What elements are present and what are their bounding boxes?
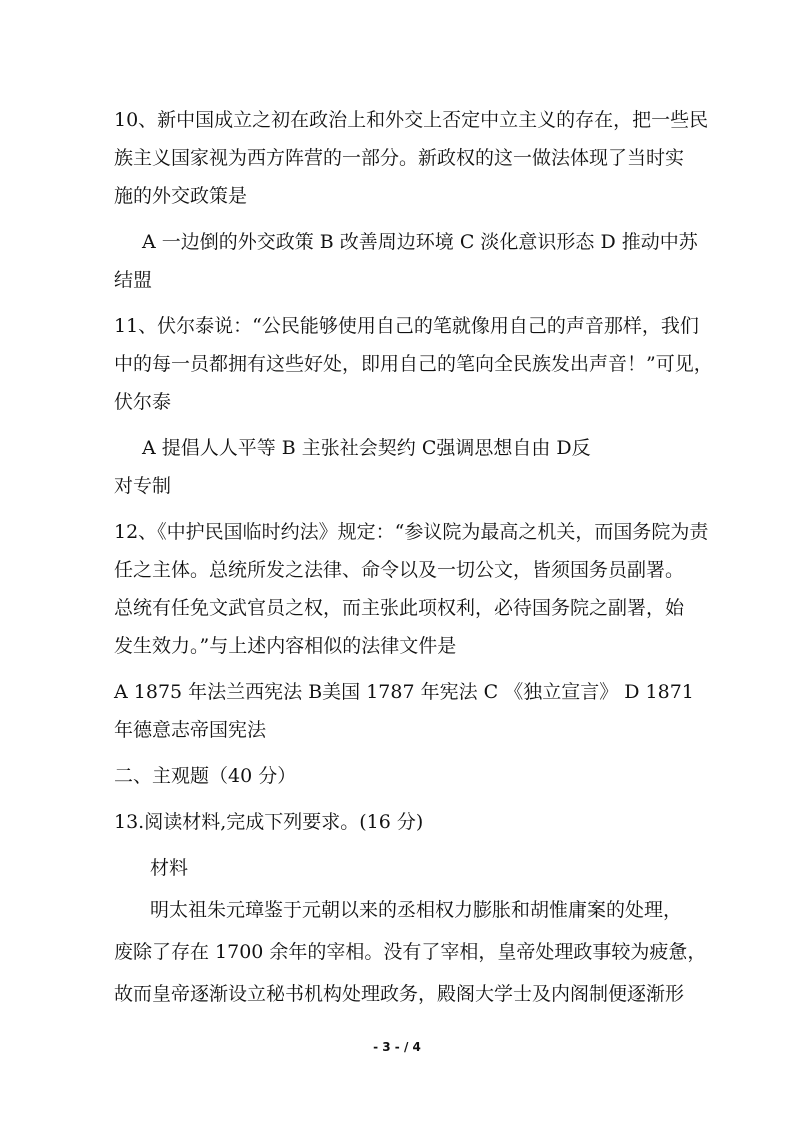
page-number: - 3 - / 4 xyxy=(373,1040,421,1054)
section-heading: 二、主观题（40 分） xyxy=(114,765,297,787)
question-10-options-cont: 结盟 xyxy=(114,269,153,291)
material-line-1: 明太祖朱元璋鉴于元朝以来的丞相权力膨胀和胡惟庸案的处理， xyxy=(150,899,683,921)
question-10-line-1: 10、新中国成立之初在政治上和外交上否定中立主义的存在，把一些民 xyxy=(114,109,709,131)
question-12-options-cont: 年德意志帝国宪法 xyxy=(114,719,267,741)
question-10-line-2: 族主义国家视为西方阵营的一部分。新政权的这一做法体现了当时实 xyxy=(114,147,685,169)
question-11-line-1: 11、伏尔泰说：“公民能够使用自己的笔就像用自己的声音那样，我们 xyxy=(114,315,699,337)
question-10-line-3: 施的外交政策是 xyxy=(114,185,248,207)
question-12-line-4: 发生效力。”与上述内容相似的法律文件是 xyxy=(114,635,457,657)
question-12-line-1: 12、《中护民国临时约法》规定：“参议院为最高之机关，而国务院为责 xyxy=(114,521,709,543)
question-13-title: 13.阅读材料,完成下列要求。(16 分) xyxy=(114,811,424,833)
question-11-options-cont: 对专制 xyxy=(114,475,172,497)
question-11-line-2: 中的每一员都拥有这些好处，即用自己的笔向全民族发出声音！”可见， xyxy=(114,353,713,375)
question-12-line-3: 总统有任免文武官员之权，而主张此项权利，必待国务院之副署，始 xyxy=(114,597,685,619)
question-11-options: A 提倡人人平等 B 主张社会契约 C强调思想自由 D反 xyxy=(142,437,591,459)
question-11-line-3: 伏尔泰 xyxy=(114,391,172,413)
question-12-options: A 1875 年法兰西宪法 B美国 1787 年宪法 C 《独立宣言》 D 1871 xyxy=(114,681,694,703)
question-12-line-2: 任之主体。总统所发之法律、命令以及一切公文，皆须国务员副署。 xyxy=(114,559,685,581)
material-line-2: 废除了存在 1700 余年的宰相。没有了宰相，皇帝处理政事较为疲惫， xyxy=(114,941,707,963)
material-line-3: 故而皇帝逐渐设立秘书机构处理政务，殿阁大学士及内阁制便逐渐形 xyxy=(114,983,685,1005)
material-label: 材料 xyxy=(150,857,189,879)
question-10-options: A 一边倒的外交政策 B 改善周边环境 C 淡化意识形态 D 推动中苏 xyxy=(142,231,698,253)
